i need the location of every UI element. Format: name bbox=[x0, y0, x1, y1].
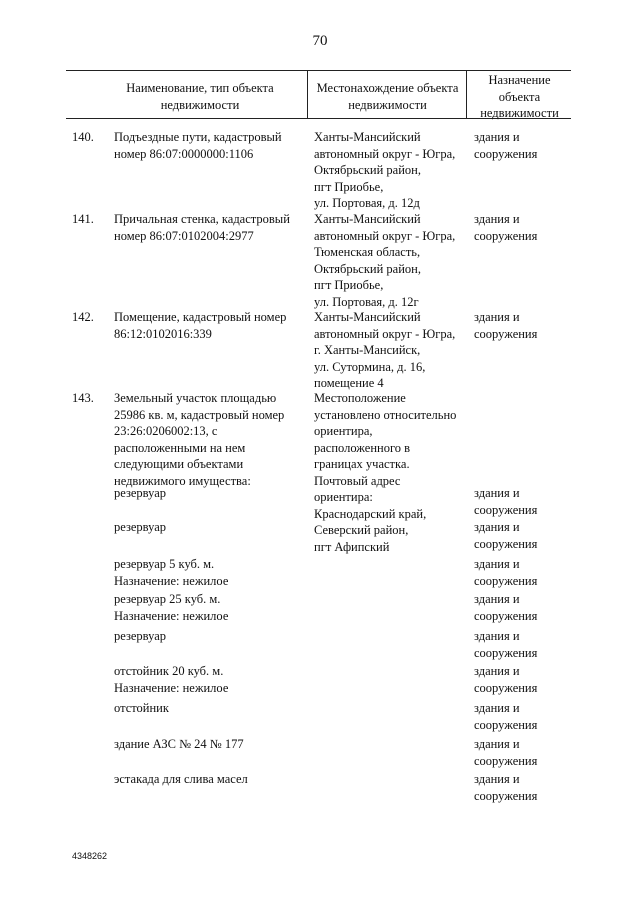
row-purpose: здания и сооружения bbox=[474, 310, 538, 341]
document-id: 4348262 bbox=[72, 851, 108, 861]
page-number: 70 bbox=[312, 33, 328, 49]
table-header-divider bbox=[307, 70, 308, 118]
sub-item-purpose: здания и сооружения bbox=[474, 629, 538, 660]
sub-item-purpose: здания и сооружения bbox=[474, 486, 538, 517]
sub-item-name: резервуар bbox=[114, 486, 167, 500]
sub-item-name: резервуар 25 куб. м. Назначение: нежилое bbox=[114, 592, 229, 623]
sub-item-purpose: здания и сооружения bbox=[474, 557, 538, 588]
sub-item-purpose: здания и сооружения bbox=[474, 737, 538, 768]
sub-item-name: отстойник bbox=[114, 701, 169, 715]
row-name: Подъездные пути, кадастровый номер 86:07:0000000:1106 bbox=[114, 130, 282, 161]
row-location: Местоположение установлено относительно ориентира, расположенного в границах участка. Почтовый адрес ориентира: Краснодарский край, Северский район, пгт Афипский bbox=[314, 391, 457, 554]
header-location: Местонахождение объекта недвижимости bbox=[316, 81, 459, 112]
table-header-divider bbox=[466, 70, 467, 118]
row-number: 142. bbox=[72, 310, 94, 324]
row-number: 140. bbox=[72, 130, 94, 144]
row-number: 143. bbox=[72, 391, 94, 405]
sub-item-name: резервуар bbox=[114, 629, 167, 643]
row-name: Причальная стенка, кадастровый номер 86:07:0102004:2977 bbox=[114, 212, 290, 243]
row-location: Ханты-Мансийский автономный округ - Югра, Октябрьский район, пгт Приобье, ул. Портовая, д. 12д bbox=[314, 130, 456, 210]
header-purpose: Назначение объекта недвижимости bbox=[480, 73, 559, 120]
sub-item-name: резервуар bbox=[114, 520, 167, 534]
sub-item-purpose: здания и сооружения bbox=[474, 772, 538, 803]
row-purpose: здания и сооружения bbox=[474, 130, 538, 161]
row-purpose: здания и сооружения bbox=[474, 212, 538, 243]
sub-item-purpose: здания и сооружения bbox=[474, 592, 538, 623]
table-header-top-rule bbox=[66, 70, 571, 71]
sub-item-purpose: здания и сооружения bbox=[474, 701, 538, 732]
row-location: Ханты-Мансийский автономный округ - Югра, Тюменская область, Октябрьский район, пгт Приобье, ул. Портовая, д. 12г bbox=[314, 212, 456, 309]
row-name: Помещение, кадастровый номер 86:12:0102016:339 bbox=[114, 310, 287, 341]
sub-item-name: эстакада для слива масел bbox=[114, 772, 248, 786]
sub-item-purpose: здания и сооружения bbox=[474, 664, 538, 695]
sub-item-purpose: здания и сооружения bbox=[474, 520, 538, 551]
row-name: Земельный участок площадью 25986 кв. м, кадастровый номер 23:26:0206002:13, с расположенными на нем следующими объектами недвижимого имущества: bbox=[114, 391, 285, 488]
sub-item-name: резервуар 5 куб. м. Назначение: нежилое bbox=[114, 557, 229, 588]
row-number: 141. bbox=[72, 212, 94, 226]
header-name: Наименование, тип объекта недвижимости bbox=[126, 81, 274, 112]
sub-item-name: здание АЗС № 24 № 177 bbox=[114, 737, 244, 751]
row-location: Ханты-Мансийский автономный округ - Югра, г. Ханты-Мансийск, ул. Сутормина, д. 16, помещение 4 bbox=[314, 310, 456, 390]
sub-item-name: отстойник 20 куб. м. Назначение: нежилое bbox=[114, 664, 229, 695]
